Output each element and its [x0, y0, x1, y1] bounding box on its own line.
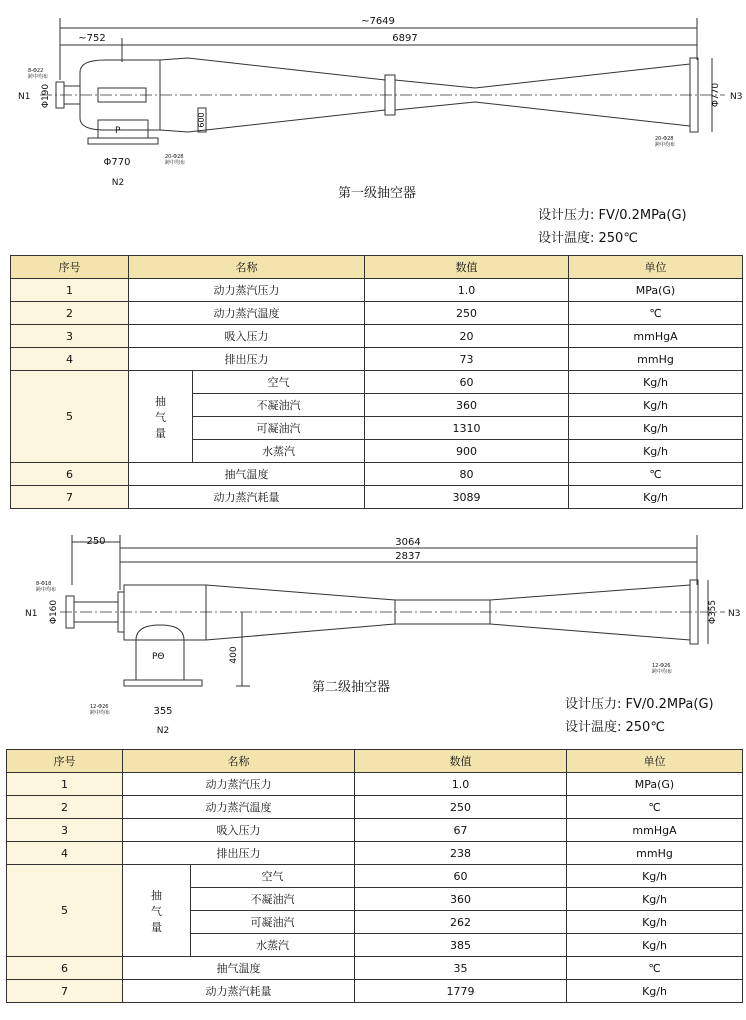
row-name: 动力蒸汽压力: [123, 773, 355, 796]
row-no: 6: [7, 957, 123, 980]
row-value: 238: [355, 842, 567, 865]
row-unit: Kg/h: [567, 911, 743, 934]
stage1-title: 第一级抽空器: [338, 186, 417, 201]
stage1-d-inlet: Φ190: [41, 83, 51, 109]
row-unit: ℃: [569, 302, 743, 325]
row-no: 7: [7, 980, 123, 1003]
row-unit: Kg/h: [567, 934, 743, 957]
group-label-extraction: 抽 气 量: [129, 371, 193, 463]
stage2-bolt-inlet-a: 8-Φ18: [36, 581, 52, 587]
stage1-dim-left: ~752: [78, 33, 106, 44]
stage1-n2-label: N2: [111, 178, 125, 188]
row-no: 6: [11, 463, 129, 486]
stage1-flange-height: 600: [197, 112, 206, 128]
row-name: 排出压力: [129, 348, 365, 371]
row-value: 262: [355, 911, 567, 934]
row-value: 60: [355, 865, 567, 888]
stage2-bolt-out-a: 12-Φ26: [652, 663, 671, 669]
table-header-row: [11, 256, 743, 279]
row-name: 动力蒸汽温度: [129, 302, 365, 325]
stage1-n1-label: N1: [18, 92, 31, 102]
stage2-bolt-inlet-b: 跨中均布: [36, 587, 57, 593]
table-row: [11, 348, 743, 371]
row-value: 20: [365, 325, 569, 348]
col-header-name: 名称: [123, 750, 355, 773]
stage1-spec-table: [10, 255, 743, 509]
col-header-value: 数值: [365, 256, 569, 279]
stage2-design-pressure: 设计压力: FV/0.2MPa(G): [565, 697, 714, 712]
row-unit: ℃: [567, 957, 743, 980]
row-value: 1.0: [355, 773, 567, 796]
row-no: 5: [11, 371, 129, 463]
row-name: 动力蒸汽温度: [123, 796, 355, 819]
row-unit: Kg/h: [569, 486, 743, 509]
stage1-bolt-inlet-a: 8-Φ22: [28, 68, 44, 74]
row-unit: ℃: [569, 463, 743, 486]
row-value: 250: [365, 302, 569, 325]
table-row: [7, 980, 743, 1003]
stage2-n2-label: N2: [156, 726, 170, 736]
stage1-n3-label: N3: [730, 92, 743, 102]
table-row: [7, 819, 743, 842]
stage1-bolt-out-b: 跨中均布: [655, 142, 676, 148]
row-unit: mmHg: [569, 348, 743, 371]
row-value: 360: [355, 888, 567, 911]
stage2-dim-left: 250: [86, 536, 106, 547]
row-name: 抽气温度: [129, 463, 365, 486]
group-label-extraction: 抽 气 量: [123, 865, 191, 957]
row-unit: mmHgA: [567, 819, 743, 842]
row-unit: Kg/h: [567, 980, 743, 1003]
row-no: 3: [7, 819, 123, 842]
row-value: 60: [365, 371, 569, 394]
stage1-bolt-inlet-b: 跨中均布: [28, 74, 49, 80]
stage1-p-label: P: [115, 126, 121, 136]
stage2-design-temperature: 设计温度: 250℃: [565, 720, 665, 735]
row-value: 35: [355, 957, 567, 980]
row-value: 360: [365, 394, 569, 417]
row-name: 动力蒸汽耗量: [123, 980, 355, 1003]
row-no: 2: [7, 796, 123, 819]
row-no: 5: [7, 865, 123, 957]
row-value: 73: [365, 348, 569, 371]
row-name: 空气: [193, 371, 365, 394]
row-value: 67: [355, 819, 567, 842]
stage2-d-outlet: Φ355: [708, 599, 718, 625]
row-unit: Kg/h: [569, 394, 743, 417]
row-unit: MPa(G): [567, 773, 743, 796]
stage2-d-bottom: 355: [153, 706, 173, 717]
col-header-unit: 单位: [567, 750, 743, 773]
stage1-d-bottom: Φ770: [103, 157, 131, 168]
row-unit: Kg/h: [569, 371, 743, 394]
row-value: 1779: [355, 980, 567, 1003]
stage1-design-pressure: 设计压力: FV/0.2MPa(G): [538, 208, 687, 223]
stage1-bolt-out-a: 20-Φ28: [655, 136, 674, 142]
table-row: [7, 796, 743, 819]
row-no: 3: [11, 325, 129, 348]
stage1-dim-overall: ~7649: [361, 16, 395, 27]
row-name: 不凝油汽: [191, 888, 355, 911]
stage2-n1-label: N1: [25, 609, 38, 619]
row-unit: Kg/h: [567, 888, 743, 911]
row-name: 水蒸汽: [191, 934, 355, 957]
stage2-spec-table: [6, 749, 743, 1003]
stage2-d-inlet: Φ160: [49, 599, 59, 625]
row-value: 250: [355, 796, 567, 819]
row-unit: mmHgA: [569, 325, 743, 348]
row-name: 不凝油汽: [193, 394, 365, 417]
table-row: [7, 842, 743, 865]
row-name: 可凝油汽: [191, 911, 355, 934]
table-row: [11, 279, 743, 302]
table-row: [11, 371, 743, 394]
row-value: 80: [365, 463, 569, 486]
row-unit: MPa(G): [569, 279, 743, 302]
row-no: 4: [7, 842, 123, 865]
col-header-value: 数值: [355, 750, 567, 773]
table-row: [11, 302, 743, 325]
stage1-design-temperature: 设计温度: 250℃: [538, 231, 638, 246]
row-name: 水蒸汽: [193, 440, 365, 463]
stage2-n3-label: N3: [728, 609, 741, 619]
stage1-bolt-bot-b: 跨中均布: [165, 160, 186, 166]
stage2-dim-main: 2837: [395, 551, 421, 562]
row-unit: mmHg: [567, 842, 743, 865]
row-unit: Kg/h: [569, 417, 743, 440]
stage2-bolt-bot-a: 12-Φ26: [90, 704, 109, 710]
row-no: 1: [11, 279, 129, 302]
row-name: 动力蒸汽耗量: [129, 486, 365, 509]
stage2-p-label: PΘ: [152, 652, 165, 662]
row-value: 3089: [365, 486, 569, 509]
row-value: 1310: [365, 417, 569, 440]
row-no: 4: [11, 348, 129, 371]
row-no: 7: [11, 486, 129, 509]
table-row: [11, 486, 743, 509]
row-name: 吸入压力: [129, 325, 365, 348]
col-header-unit: 单位: [569, 256, 743, 279]
row-unit: ℃: [567, 796, 743, 819]
col-header-no: 序号: [7, 750, 123, 773]
row-name: 排出压力: [123, 842, 355, 865]
row-name: 抽气温度: [123, 957, 355, 980]
stage2-bolt-out-b: 跨中均布: [652, 669, 673, 675]
row-value: 1.0: [365, 279, 569, 302]
row-no: 2: [11, 302, 129, 325]
row-name: 可凝油汽: [193, 417, 365, 440]
row-name: 空气: [191, 865, 355, 888]
col-header-name: 名称: [129, 256, 365, 279]
row-unit: Kg/h: [567, 865, 743, 888]
stage2-dim-overall: 3064: [395, 537, 421, 548]
stage1-ejector-diagram: [0, 0, 746, 200]
col-header-no: 序号: [11, 256, 129, 279]
stage1-drawing: [0, 0, 746, 200]
stage2-height: 400: [229, 646, 239, 664]
row-unit: Kg/h: [569, 440, 743, 463]
table-header-row: [7, 750, 743, 773]
row-name: 动力蒸汽压力: [129, 279, 365, 302]
stage2-title: 第二级抽空器: [312, 680, 391, 695]
row-value: 385: [355, 934, 567, 957]
table-row: [7, 865, 743, 888]
stage1-bolt-bot-a: 20-Φ28: [165, 154, 184, 160]
stage2-bolt-bot-b: 跨中均布: [90, 710, 111, 716]
table-row: [11, 463, 743, 486]
stage1-d-outlet: Φ770: [711, 82, 721, 108]
stage1-dim-main: 6897: [392, 33, 418, 44]
table-row: [7, 957, 743, 980]
row-name: 吸入压力: [123, 819, 355, 842]
table-row: [7, 773, 743, 796]
table-row: [11, 325, 743, 348]
row-value: 900: [365, 440, 569, 463]
row-no: 1: [7, 773, 123, 796]
